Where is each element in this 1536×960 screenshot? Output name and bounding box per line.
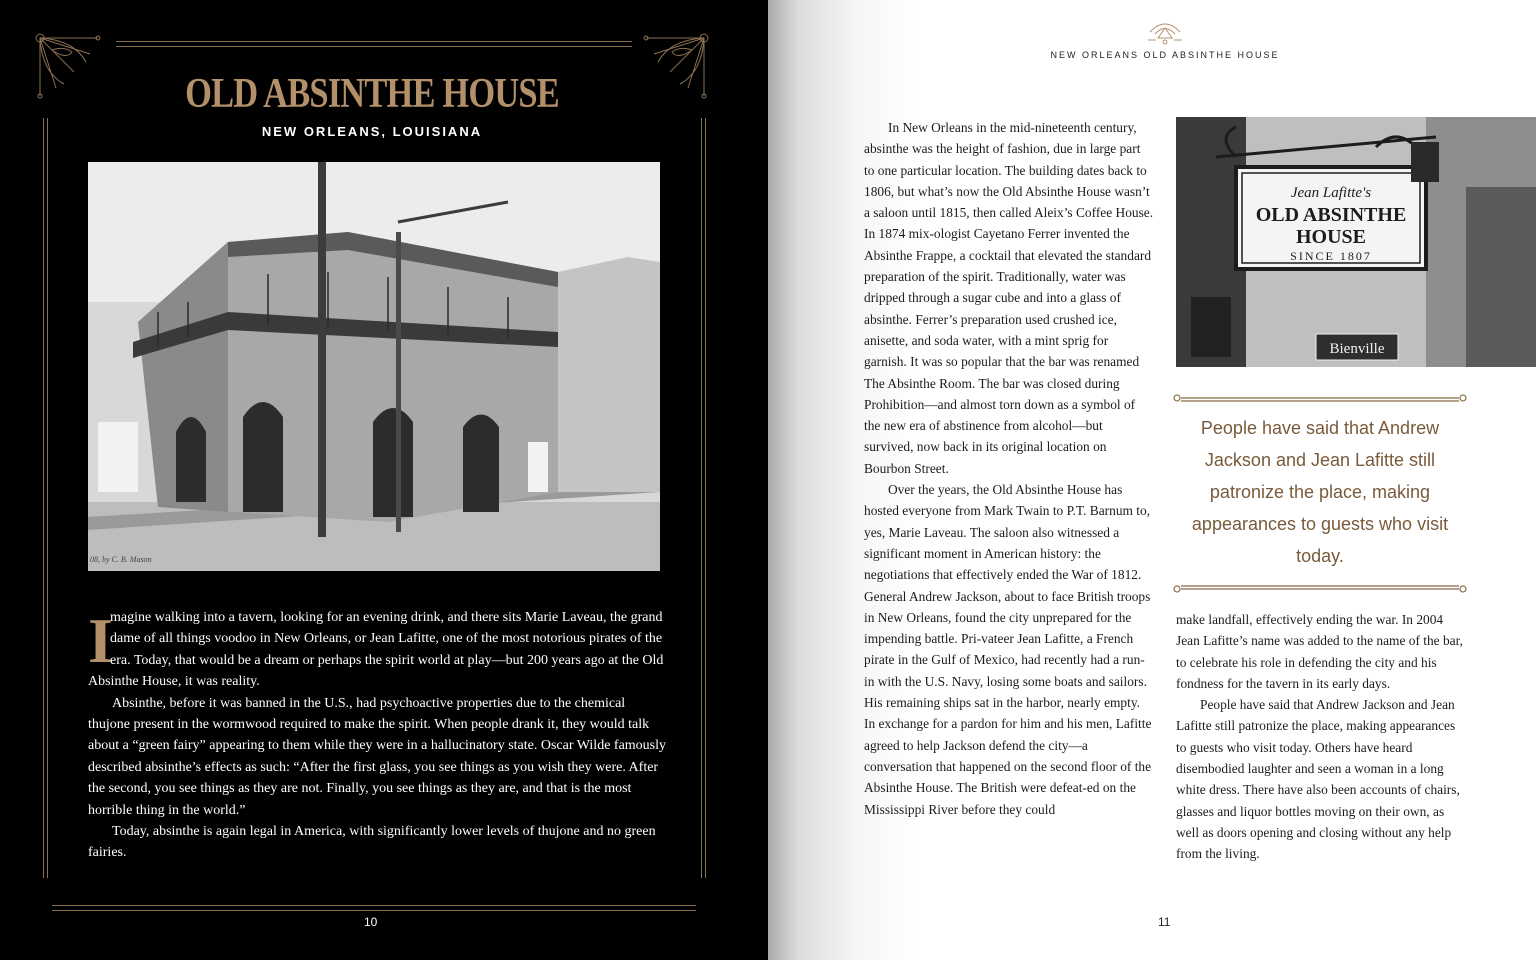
header-ornament-icon xyxy=(1146,14,1184,46)
left-paragraph-3: Today, absinthe is again legal in America, with significantly lower levels of thujone and no green fairies. xyxy=(88,824,656,861)
left-paragraph-1: I magine walking into a tavern, looking for an evening drink, and there sits Marie Laveau, the grand dame of all things voodoo in New Orleans, or Jean Lafitte, one of the most notorious pirates of the era. Today, that would be a dream or perhaps the spirit world at play—but 200 years ago at the Old Absinthe House, it was reality. xyxy=(88,605,664,690)
sign-line-4: SINCE 1807 xyxy=(1290,249,1372,263)
absinthe-house-sign-photo xyxy=(1176,117,1536,367)
frame-rule-left xyxy=(43,118,44,878)
running-head: NEW ORLEANS OLD ABSINTHE HOUSE xyxy=(1050,50,1280,60)
pull-quote-rule-bottom-icon xyxy=(1173,583,1467,595)
building-illustration-icon xyxy=(88,162,660,571)
drop-cap: I xyxy=(88,605,113,676)
sign-line-3: HOUSE xyxy=(1295,226,1367,248)
right-paragraph-4: People have said that Andrew Jackson and Jean Lafitte still patronize the place, making appearances to guests who visit today. Others have heard disembodied laughter and seen a woman in a long white dress. There have also been accounts of chairs, glasses and liquor bottles moving on their own, as well as doors opening and closing without any help from the living. xyxy=(1176,697,1460,862)
frame-rule-left-inner xyxy=(47,118,48,878)
page-number-right: 11 xyxy=(1158,915,1171,929)
right-paragraph-2: Over the years, the Old Absinthe House has hosted everyone from Mark Twain to P.T. Barnum to, yes, Marie Laveau. The saloon also witnessed a significant moment in American history: the negotiations that effectively ended the War of 1812. General Andrew Jackson, about to face British troops in New Orleans, found the city unprepared for the impending battle. Pri-vateer Jean Lafitte, a French pirate in the Gulf of Mexico, had recently had a run-in with the U.S. Navy, losing some boats and sailors. His remaining ships sat in the harbor, nearly empty. In exchange for a pardon for him and his men, Lafitte agreed to help Jackson defend the city—a conversation that happened on the second floor of the Absinthe House. The British were defeat-ed on the Mississippi River before they could xyxy=(864,482,1152,817)
sign-line-1: Jean Lafitte's xyxy=(1290,185,1372,201)
frame-rule-top xyxy=(116,41,632,42)
frame-rule-top-inner xyxy=(116,46,632,47)
right-paragraph-1: In New Orleans in the mid-nineteenth century, absinthe was the height of fashion, due in large part to one particular location. The building dates back to 1806, but what’s now the Old Absinthe House wasn’t a saloon until 1815, then called Aleix’s Coffee House. In 1874 mix-ologist Cayetano Ferrer invented the Absinthe Frappe, a cocktail that elevated the standard preparation of the spirit. Traditionally, water was dripped through a sugar cube and into a glass of absinthe. Ferrer’s preparation used crushed ice, anisette, and soda water, with a mint sprig for garnish. It was so popular that the bar was renamed The Absinthe Room. The bar was closed during Prohibition—and almost torn down as a symbol of the new era of abstinence from alcohol—but survived, now back in its original location on Bourbon Street. xyxy=(864,120,1154,476)
right-column-1 xyxy=(864,117,1154,820)
right-page xyxy=(768,0,1536,960)
right-paragraph-3: make landfall, effectively ending the war. In 2004 Jean Lafitte’s name was added to the name of the bar, to celebrate his role in defending the city and his fondness for the tavern in its early days. xyxy=(1176,612,1463,691)
frame-rule-right xyxy=(701,118,702,878)
sign-line-2: OLD ABSINTHE xyxy=(1255,204,1407,226)
page-title: OLD ABSINTHE HOUSE xyxy=(185,71,559,117)
left-paragraph-2: Absinthe, before it was banned in the U.S., had psychoactive properties due to the chemical thujone present in the wormwood required to make the spirit. When people drank it, they would talk about a “green fairy” appearing to them while they were in a hallucinatory state. Oscar Wilde famously described absinthe’s effects as such: “After the first glass, you see things as you wish they were. After the second, you see things as they are not. Finally, you see things as they are, and that is the most horrible thing in the world.” xyxy=(88,695,667,818)
frame-rule-right-inner xyxy=(705,118,706,878)
page-subtitle: NEW ORLEANS, LOUISIANA xyxy=(261,124,483,139)
frame-rule-bottom-inner xyxy=(52,910,696,911)
street-sign: Bienville xyxy=(1329,341,1385,357)
pull-quote: People have said that Andrew Jackson and Jean Lafitte still patronize the place, making appearances to guests who visit today. xyxy=(1191,418,1449,566)
right-column-2 xyxy=(1176,609,1466,865)
photo-caption: 08, by C. B. Mason xyxy=(90,555,152,564)
page-number-left: 10 xyxy=(364,915,378,929)
frame-rule-bottom xyxy=(52,905,696,906)
historic-building-photo xyxy=(88,162,660,571)
sign-illustration-icon xyxy=(1176,117,1536,367)
left-body-text xyxy=(88,607,670,864)
pull-quote-rule-top-icon xyxy=(1173,392,1467,404)
